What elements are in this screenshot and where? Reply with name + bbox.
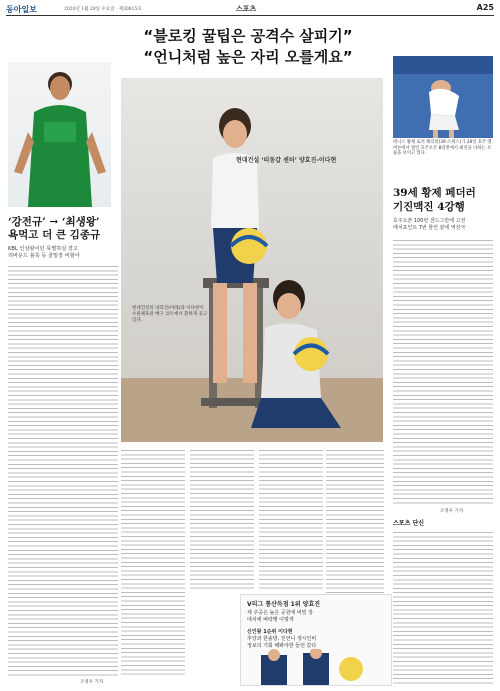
- main-photo-caption-detail: 현대건설의 양효진(아래)과 이다현이 수원체육관 배구 코트에서 환하게 웃고 있다.: [132, 306, 208, 323]
- info-graphic-line-1: 새 주공은 높은 공원에 비밀 장: [247, 610, 313, 616]
- main-headline-line-1: “블로킹 꿀팁은 공격수 살피기”: [143, 27, 353, 45]
- right-byline: 조영우 기자: [440, 509, 464, 514]
- left-sub-line-2: 리바운드 블록 등 골밑장 비할아: [8, 253, 80, 259]
- tennis-illustration: [393, 56, 493, 138]
- sidebar-body-text: [393, 530, 493, 684]
- right-sub-line-2: 매치포인트 7번 물린 끝에 역전극: [393, 225, 466, 231]
- right-headline-line-2: 기진맥진 4강행: [393, 201, 465, 213]
- tennis-player-photo: [393, 56, 493, 138]
- main-headline: [112, 26, 384, 68]
- volleyball-illustration: [121, 78, 383, 442]
- main-photo-caption: 현대건설 ‘띠동갑 센터’ 양효진-이다현: [236, 157, 337, 164]
- info-graphic-figures: [241, 649, 391, 685]
- left-byline: 조영우 기자: [80, 680, 104, 685]
- info-graphic-line-2: 대치에 벼락행 이렇게: [247, 617, 294, 623]
- info-graphic-box: [240, 594, 392, 686]
- left-headline: [8, 216, 113, 242]
- main-headline-line-2: “언니처럼 높은 자리 오를게요”: [143, 48, 353, 66]
- right-headline-line-1: 39세 황제 페더러: [393, 187, 476, 199]
- main-body-col-3: [259, 448, 323, 590]
- left-sub-line-1: KBL 인삼왕이던 뚝별하실 결고: [8, 246, 78, 252]
- tennis-photo-caption: 테니스 황제 로저 페더러(39·스위스)가 28일 호주 멜버른에서 열린 호주오픈 8강전에서 최선을 다하는 모습을 보이고 있다.: [393, 140, 492, 157]
- basketball-player-photo: [8, 62, 111, 207]
- left-subheadline: [8, 246, 118, 260]
- info-graphic-line-3: 신인왕 1순위 이다현: [247, 629, 293, 635]
- page-number: A25: [476, 3, 494, 12]
- right-headline: [393, 186, 498, 214]
- right-subheadline: [393, 218, 498, 232]
- right-body-text: [393, 238, 493, 506]
- right-sub-line-1: 호주오픈 100번 샌드그란에 고전: [393, 218, 466, 224]
- volleyball-players-photo: [121, 78, 383, 442]
- info-graphic-title: V리그 통산득점 1위 양효진: [247, 601, 321, 608]
- main-body-col-2: [190, 448, 254, 590]
- info-graphic-line-5: 정보의 기회 해봐야한 들런 갔다: [247, 643, 317, 649]
- main-body-col-1: [121, 448, 185, 676]
- sidebar-title: 스포츠 단신: [393, 520, 425, 527]
- info-graphic-line-4: 추앙과 한솔방, 친언니 생시인비: [247, 636, 317, 642]
- issue-info: 2020년 1월 29일 수요일 · 제30815호: [64, 7, 142, 12]
- left-body-text: [8, 264, 118, 676]
- masthead: [6, 3, 494, 16]
- section-title: 스포츠: [236, 5, 257, 13]
- newspaper-logo: 동아일보: [6, 5, 37, 14]
- left-headline-line-1: ‘강전규’ → ‘최생왕’: [8, 216, 100, 228]
- left-headline-line-2: 욕먹고 더 큰 김종규: [8, 229, 101, 241]
- basketball-player-illustration: [8, 62, 111, 207]
